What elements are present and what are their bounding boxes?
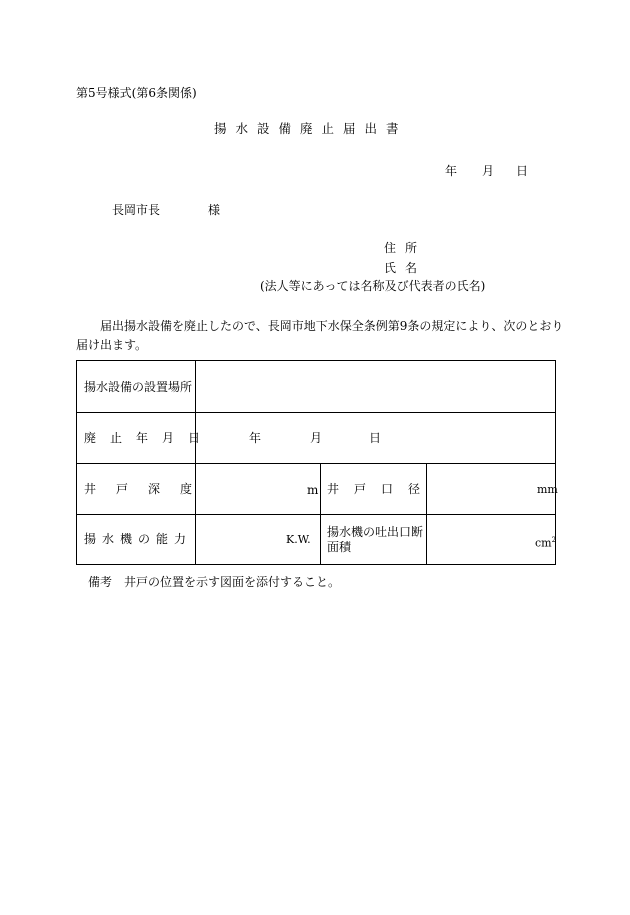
well-depth-unit: m — [307, 483, 319, 497]
installation-location-label: 揚水設備の設置場所 — [84, 380, 193, 394]
outlet-area-unit-superscript: 2 — [551, 536, 557, 544]
addressee-name: 長岡市長 — [112, 203, 161, 217]
abolition-day-label: 日 — [369, 431, 382, 445]
outlet-area-unit-text: cm — [535, 536, 552, 550]
installation-location-field[interactable] — [196, 361, 556, 412]
form-table — [76, 360, 556, 565]
abolition-year-label: 年 — [249, 431, 262, 445]
outlet-area-unit — [535, 533, 556, 551]
abolition-date-label: 廃止年月日 — [84, 431, 215, 445]
date-year-label: 年 — [445, 164, 458, 178]
page-title: 揚水設備廃止届出書 — [214, 121, 408, 136]
well-diameter-label: 井戸口径 — [327, 482, 436, 496]
outlet-area-label-line2: 面積 — [327, 540, 352, 554]
remarks: 備考 井戸の位置を示す図面を添付すること。 — [88, 575, 341, 589]
applicant-note: (法人等にあっては名称及び代表者の氏名) — [260, 279, 486, 293]
pump-capacity-label: 揚水機の能力 — [84, 532, 193, 546]
outlet-area-label-line1: 揚水機の吐出口断 — [327, 525, 424, 539]
addressee-honorific: 様 — [208, 203, 221, 217]
date-month-label: 月 — [482, 164, 495, 178]
well-diameter-unit: mm — [537, 483, 558, 496]
body-text-line1: 届出揚水設備を廃止したので、長岡市地下水保全条例第9条の規定により、次のとおり — [100, 319, 564, 333]
abolition-month-label: 月 — [310, 431, 323, 445]
name-label: 氏名 — [384, 261, 427, 275]
pump-capacity-unit: K.W. — [286, 533, 311, 546]
well-depth-field[interactable] — [196, 464, 320, 514]
body-text-line2: 届け出ます。 — [76, 338, 148, 352]
date-day-label: 日 — [516, 164, 529, 178]
column-divider — [320, 463, 321, 565]
form-number: 第5号様式(第6条関係) — [76, 86, 197, 100]
well-depth-label: 井戸深度 — [84, 482, 213, 496]
address-label: 住所 — [384, 241, 427, 255]
